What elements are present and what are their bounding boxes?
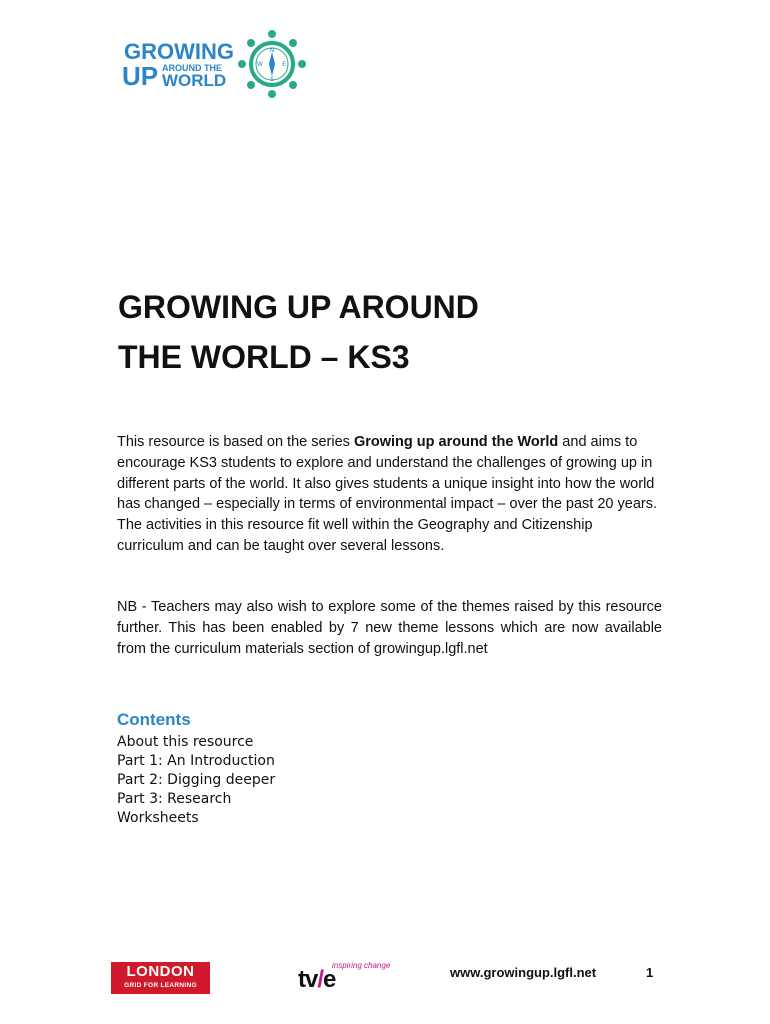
contents-list: [117, 733, 275, 828]
contents-item[interactable]: Part 3: Research: [117, 791, 232, 807]
page-title: [118, 282, 678, 382]
teacher-note-paragraph: NB - Teachers may also wish to explore some of the themes raised by this resource further. This has been enabled by 7 new theme lessons which are now available from the curriculum materials section of growingup.lgfl.net: [117, 599, 662, 657]
tve-mark-e: e: [323, 966, 336, 993]
intro-text-after: and aims to encourage KS3 students to explore and understand the challenges of growing up in different parts of the world. It also gives students a unique insight into how the world has changed – especially in terms of environmental impact – over the past 20 years. The activities in this resource fit well within the Geography and Citizenship curriculum and can be taught over several lessons.: [117, 434, 658, 554]
compass-letter-s: S: [270, 76, 274, 83]
contents-item[interactable]: Part 2: Digging deeper: [117, 772, 276, 788]
footer-url-link[interactable]: www.growingup.lgfl.net: [450, 965, 597, 980]
compass-icon: [236, 28, 308, 100]
tve-mark-tv: tv: [298, 966, 318, 993]
contents-item[interactable]: About this resource: [117, 734, 254, 750]
intro-paragraph: [117, 432, 662, 557]
logo-line-growing: GROWING: [124, 39, 234, 64]
contents-item[interactable]: Part 1: An Introduction: [117, 753, 275, 769]
series-name: Growing up around the World: [353, 434, 559, 450]
intro-text-before: This resource is based on the series: [117, 434, 354, 450]
title-line-2: THE WORLD – KS3: [118, 339, 410, 375]
tve-tagline: inspiring change: [332, 961, 391, 970]
logo-line-around-the: AROUND THE: [162, 63, 222, 73]
compass-letter-e: E: [282, 61, 286, 68]
london-logo-line1: LONDON: [126, 963, 195, 980]
contents-heading: Contents: [117, 710, 191, 729]
contents-item[interactable]: Worksheets: [117, 810, 199, 826]
growing-up-logo: [120, 28, 310, 100]
tve-mark-slash: /: [317, 966, 324, 993]
london-logo-line2: GRID FOR LEARNING: [124, 982, 197, 989]
compass-letter-n: N: [269, 47, 275, 54]
london-grid-for-learning-logo: [111, 962, 210, 994]
logo-line-world: WORLD: [162, 71, 227, 90]
tve-mark: [298, 966, 335, 994]
page-number: 1: [646, 965, 654, 980]
logo-line-up: UP: [122, 61, 159, 91]
tve-logo: [298, 960, 398, 996]
compass-letter-w: W: [257, 61, 263, 68]
title-line-1: GROWING UP AROUND: [118, 289, 479, 325]
